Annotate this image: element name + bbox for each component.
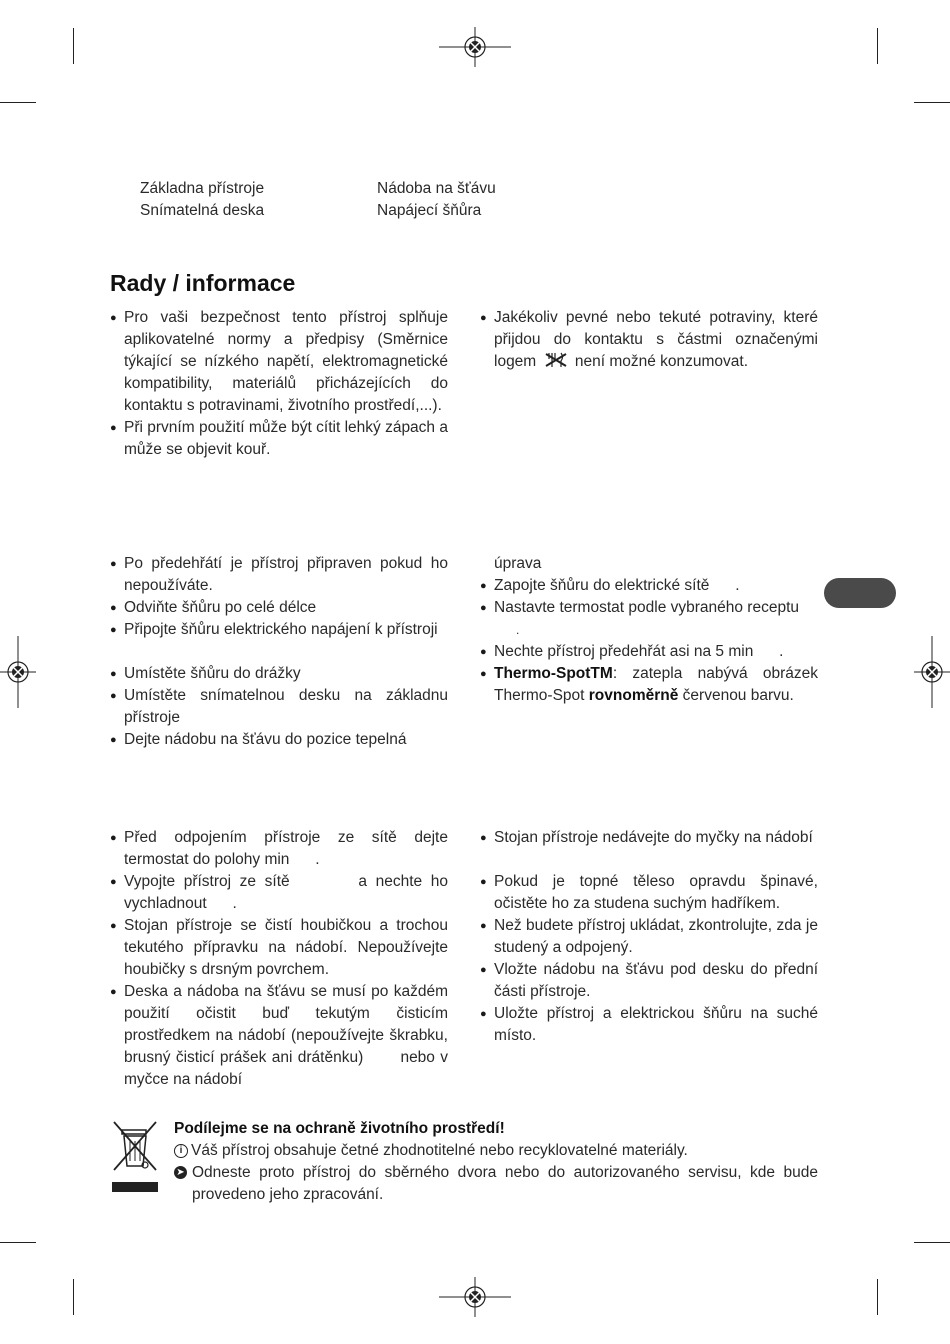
- list-item-text: není možné konzumovat.: [574, 353, 749, 370]
- part-item: Nádoba na šťávu: [377, 180, 496, 197]
- list-item: ● Stojan přístroje nedávejte do myčky na nádobí: [480, 827, 818, 849]
- list-item-continuation: .: [516, 623, 520, 637]
- list-item: ● Vložte nádobu na šťávu pod desku do přední části přístroje.: [480, 959, 818, 1003]
- no-food-contact-icon: [543, 351, 569, 369]
- cleaning-left: [110, 827, 453, 1091]
- list-item-continuation: úprava: [494, 555, 542, 572]
- crossed-out-bin-icon: [110, 1118, 160, 1194]
- environment-info-text: Váš přístroj obsahuje četné zhodnotitelné nebo recyklovatelné materiály.: [191, 1142, 688, 1159]
- thermo-spot-text-end: červenou barvu.: [678, 687, 794, 704]
- list-item: ● Po předehřátí je přístroj připraven pokud ho nepoužíváte.: [110, 553, 448, 597]
- list-item-text: Jakékoliv pevné nebo tekuté potraviny, které přijdou do kontaktu s částmi označenými logem: [494, 309, 818, 370]
- arrow-right-circle-icon: ➤: [174, 1166, 187, 1179]
- list-item: ● Při prvním použití může být cítit lehký zápach a může se objevit kouř.: [110, 417, 448, 461]
- thermo-spot-item: [480, 663, 818, 707]
- list-item: ● Deska a nádoba na šťávu se musí po každém použití očistit buď tekutým čisticím prostředkem na nádobí (nepoužívejte škrabku, brusný čisticí prášek ani drátěnku) nebo v myčce na nádobí: [110, 981, 448, 1091]
- list-item: ● Umístěte šňůru do drážky: [110, 663, 448, 685]
- part-item: Napájecí šňůra: [377, 202, 482, 219]
- crosshair-registration-icon: [439, 1277, 511, 1317]
- cleaning-right: [480, 827, 818, 1047]
- list-item: [480, 307, 818, 373]
- environment-info: [174, 1140, 818, 1162]
- list-item: ● Pokud je topné těleso opravdu špinavé, očistěte ho za studena suchým hadříkem.: [480, 871, 818, 915]
- list-item: ● Nechte přístroj předehřát asi na 5 min .: [480, 641, 818, 663]
- language-tab: [824, 578, 896, 608]
- part-item: Základna přístroje: [140, 180, 265, 197]
- crosshair-registration-icon: [439, 27, 511, 67]
- advice-right: [480, 307, 818, 373]
- environment-title: Podílejme se na ochraně životního prostředí!: [174, 1120, 505, 1137]
- info-circle-icon: i: [174, 1144, 188, 1158]
- usage-right: [480, 553, 818, 707]
- environment-action: [174, 1162, 818, 1206]
- thermo-spot-label: Thermo-SpotTM: [494, 665, 613, 682]
- usage-left: [110, 553, 448, 751]
- list-item: ● Uložte přístroj a elektrickou šňůru na suché místo.: [480, 1003, 818, 1047]
- list-item: ● Před odpojením přístroje ze sítě dejte termostat do polohy min .: [110, 827, 448, 871]
- thermo-spot-text: : zatepla nabývá obrázek Thermo-Spot: [494, 665, 818, 704]
- section-heading: Rady / informace: [110, 270, 296, 296]
- list-item: ● Pro vaši bezpečnost tento přístroj splňuje aplikovatelné normy a předpisy (Směrnice týkající se nízkého napětí, elektromagnetické kompatibility, materiálů přicházejících do kontaktu s potravinami, životního prostředí,...).: [110, 307, 448, 417]
- crosshair-registration-icon: [0, 636, 36, 708]
- list-item: ● Než budete přístroj ukládat, zkontrolujte, zda je studený a odpojený.: [480, 915, 818, 959]
- list-item: ● Odviňte šňůru po celé délce: [110, 597, 448, 619]
- crosshair-registration-icon: [914, 636, 950, 708]
- environment-block: [174, 1118, 818, 1206]
- parts-list-col2: [377, 178, 597, 222]
- advice-left: [110, 307, 448, 461]
- list-item: ● Nastavte termostat podle vybraného receptu: [480, 597, 818, 619]
- list-item: ● Umístěte snímatelnou desku na základnu přístroje: [110, 685, 448, 729]
- parts-list-col1: [140, 178, 360, 222]
- thermo-spot-bold: rovnoměrně: [588, 687, 679, 704]
- list-item: ● Zapojte šňůru do elektrické sítě .: [480, 575, 818, 597]
- environment-action-text: Odneste proto přístroj do sběrného dvora nebo do autorizovaného servisu, kde bude provedeno jeho zpracování.: [192, 1164, 818, 1203]
- list-item: ● Stojan přístroje se čistí houbičkou a trochou tekutého přípravku na nádobí. Nepoužívejte houbičky s drsným povrchem.: [110, 915, 448, 981]
- list-item: ● Vypojte přístroj ze sítě a nechte ho vychladnout .: [110, 871, 448, 915]
- list-item: ● Připojte šňůru elektrického napájení k přístroji: [110, 619, 448, 641]
- part-item: Snímatelná deska: [140, 202, 265, 219]
- list-item: ● Dejte nádobu na šťávu do pozice tepelná: [110, 729, 448, 751]
